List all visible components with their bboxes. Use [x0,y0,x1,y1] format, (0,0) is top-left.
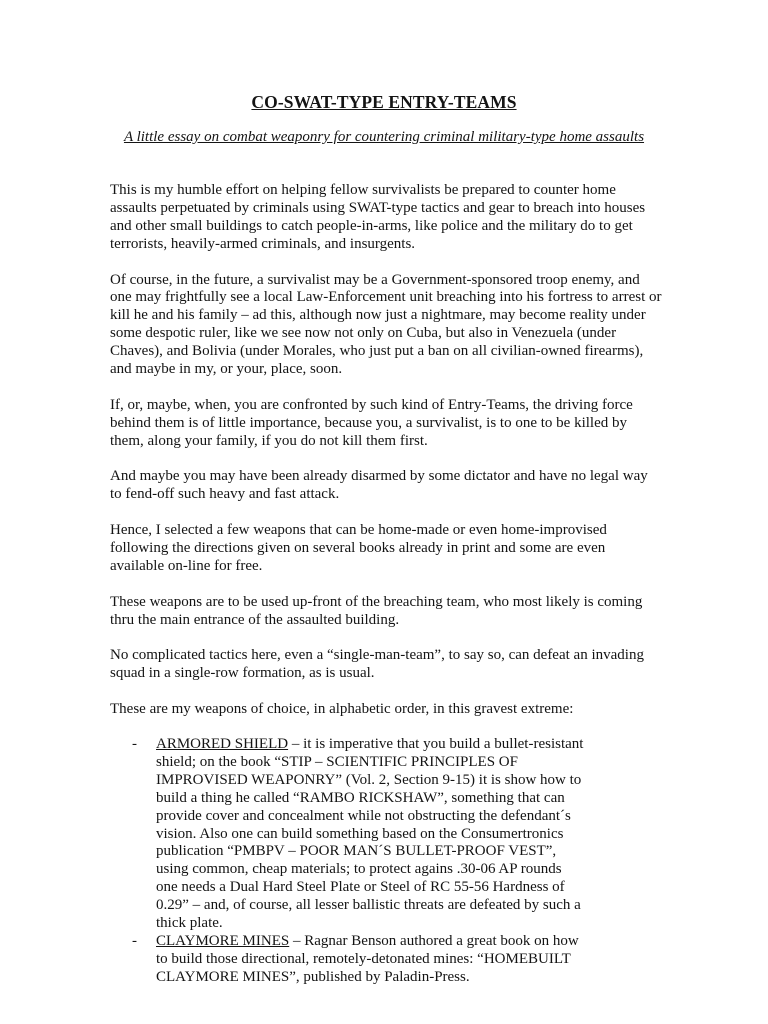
weapons-list [110,736,662,987]
list-item-term: ARMORED SHIELD [156,736,289,752]
paragraph: No complicated tactics here, even a “single-man-team”, to say so, can defeat an invading squad in a single-row formation, as is usual. [110,647,644,682]
paragraph: These are my weapons of choice, in alphabetic order, in this gravest extreme: [110,701,574,718]
list-item-text [156,736,586,933]
list-item-description: – Ragnar Benson authored a great book on how to build those directional, remotely-detonated mines: “HOMEBUILT CLAYMORE MINES”, published by Paladin-Press. [156,932,579,985]
paragraph: And maybe you may have been already disarmed by some dictator and have no legal way to fend-off such heavy and fast attack. [110,468,648,503]
list-item [110,736,662,933]
paragraph: Hence, I selected a few weapons that can be home-made or even home-improvised following the directions given on several books already in print and some are even available on-line for free. [110,522,607,574]
paragraph: Of course, in the future, a survivalist may be a Government-sponsored troop enemy, and one may frightfully see a local Law-Enforcement unit breaching into his fortress to arrest or kill he and his family – ad this, although now just a nightmare, may become reality under some despotic ruler, like we see now not only on Cuba, but also in Venezuela (under Chaves), and Bolivia (under Morales, who just put a ban on all civilian-owned firearms), and maybe in my, or your, place, soon. [110,271,662,378]
list-item-term: CLAYMORE MINES [156,932,290,949]
list-bullet: - [132,736,137,752]
list-item [110,933,662,987]
list-item-text [156,933,586,987]
document-body [110,182,662,737]
paragraph: This is my humble effort on helping fellow survivalists be prepared to counter home assaults perpetuated by criminals using SWAT-type tactics and gear to breach into houses and other small buildings to catch people-in-arms, like police and the military do to get terrorists, heavily-armed criminals, and insurgents. [110,182,646,252]
paragraph: If, or, maybe, when, you are confronted by such kind of Entry-Teams, the driving force behind them is of little importance, because you, a survivalist, is to one to be killed by them, along your family, if you do not kill them first. [110,396,633,449]
list-item-description: – it is imperative that you build a bullet-resistant shield; on the book “STIP – SCIENTIFIC PRINCIPLES OF IMPROVISED WEAPONRY” (Vol. 2, Section 9-15) it is show how to build a thing he called “RAMBO RICKSHAW”, something that can provide cover and concealment while not obstructing the defendant´s vision. Also one can build something based on the Consumertronics publication “PMBPV – POOR MAN´S BULLET-PROOF VEST”, using common, cheap materials; to protect agains .30-06 AP rounds one needs a Dual Hard Steel Plate or Steel of RC 55-56 Hardness of 0.29” – and, of course, all lesser ballistic threats are defeated by such a thick plate. [156,736,584,932]
paragraph: These weapons are to be used up-front of the breaching team, who most likely is coming thru the main entrance of the assaulted building. [110,593,643,628]
list-bullet: - [132,932,137,949]
document-subtitle: A little essay on combat weaponry for countering criminal military-type home assaults [123,129,645,145]
document-title: CO-SWAT-TYPE ENTRY-TEAMS [251,92,517,112]
